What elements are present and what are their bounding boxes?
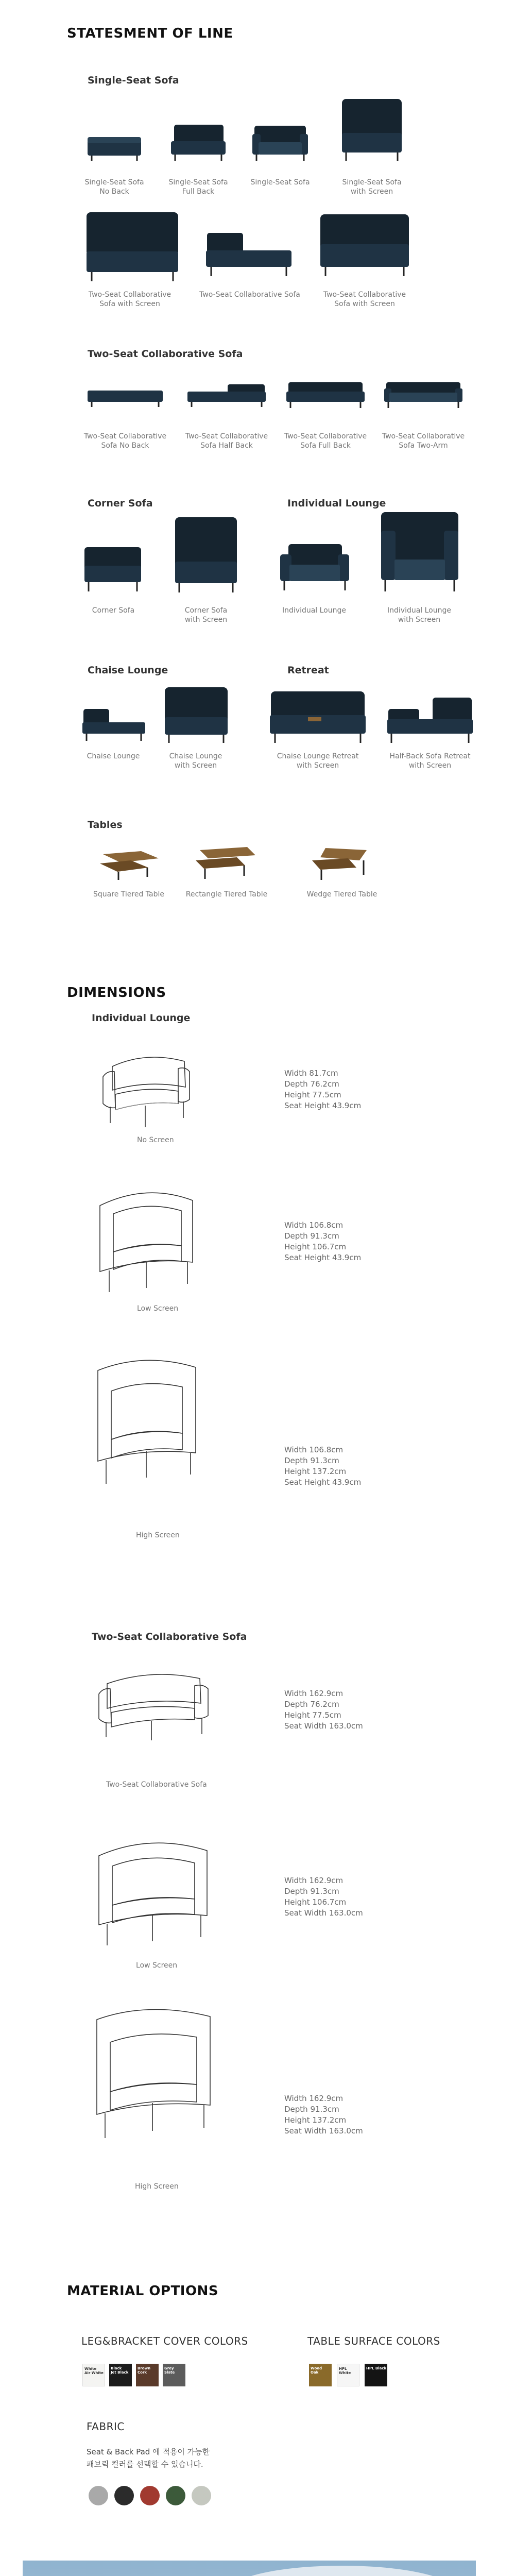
caption-individual-lounge: Individual Lounge [282, 606, 346, 615]
table-color-swatch-1 [337, 2364, 359, 2386]
heading-retreat: Retreat [287, 665, 329, 676]
caption-single-with-screen: Single-Seat Sofa with Screen [342, 178, 402, 196]
caption-dim-lounge-low-screen: Low Screen [137, 1304, 179, 1313]
caption-dim-sofa-high-screen: High Screen [135, 2182, 179, 2191]
product-single-with-screen [340, 97, 404, 162]
section-title-line: STATESMENT OF LINE [67, 26, 233, 41]
drawing-sofa-low-screen [94, 1835, 212, 1951]
caption-two-seat-with-screen-b: Two-Seat Collaborative Sofa with Screen [323, 291, 406, 308]
specs-lounge-high-screen: Width 106.8cm Depth 91.3cm Height 137.2cm Seat Height 43.9cm [284, 1445, 362, 1487]
leg-color-swatch-label: Brown Cork [138, 2366, 151, 2375]
caption-dim-sofa-no-screen: Two-Seat Collaborative Sofa [106, 1781, 207, 1789]
product-single-sofa [251, 124, 309, 162]
caption-half-back-retreat: Half-Back Sofa Retreat with Screen [389, 752, 471, 770]
product-wedge-tiered-table [310, 845, 374, 882]
lifestyle-photo [23, 2561, 476, 2576]
table-color-swatch-label: HPL Black [366, 2366, 387, 2370]
product-chaise-lounge-retreat [269, 689, 367, 745]
heading-two-seat: Two-Seat Collaborative Sofa [88, 348, 243, 360]
caption-wedge-tiered-table: Wedge Tiered Table [306, 890, 377, 899]
product-single-full-back [170, 123, 227, 162]
product-two-seat-with-screen-a [84, 210, 180, 282]
product-individual-lounge [278, 542, 351, 591]
leg-color-swatch-1 [109, 2364, 132, 2386]
product-two-seat-with-screen-b [318, 212, 411, 278]
specs-sofa-high-screen: Width 162.9cm Depth 91.3cm Height 137.2cm Seat Width 163.0cm [284, 2094, 363, 2136]
drawing-lounge-high-screen [93, 1355, 201, 1489]
drawing-lounge-no-screen [97, 1046, 195, 1131]
table-color-swatch-2 [365, 2364, 387, 2386]
fabric-color-dot-0 [89, 2486, 108, 2505]
product-two-seat-two-arm [383, 380, 464, 409]
specs-lounge-low-screen: Width 106.8cm Depth 91.3cm Height 106.7cm Seat Height 43.9cm [284, 1221, 362, 1262]
product-chaise-lounge-with-screen [163, 685, 230, 744]
product-chaise-lounge [81, 707, 146, 743]
leg-color-swatch-0 [82, 2364, 105, 2386]
caption-rectangle-tiered-table: Rectangle Tiered Table [185, 890, 268, 899]
product-corner-sofa [82, 545, 143, 592]
fabric-color-dot-2 [140, 2486, 160, 2505]
product-square-tiered-table [98, 849, 162, 881]
drawing-sofa-high-screen [92, 2004, 215, 2143]
caption-corner-with-screen: Corner Sofa with Screen [184, 606, 228, 624]
section-title-dimensions: DIMENSIONS [67, 985, 166, 1001]
heading-single-seat: Single-Seat Sofa [88, 75, 179, 86]
product-two-seat-full-back [285, 380, 366, 409]
caption-two-seat-half-back: Two-Seat Collaborative Sofa Half Back [185, 432, 268, 450]
product-rectangle-tiered-table [194, 845, 258, 882]
caption-chaise-lounge-retreat: Chaise Lounge Retreat with Screen [277, 752, 359, 770]
caption-single-full-back: Single-Seat Sofa Full Back [168, 178, 228, 196]
caption-dim-sofa-low-screen: Low Screen [136, 1961, 178, 1970]
heading-leg-colors: LEG&BRACKET COVER COLORS [81, 2335, 248, 2347]
fabric-description: Seat & Back Pad 에 적용이 가능한 패브릭 컬러를 선택할 수 있습니다. [87, 2447, 210, 2469]
caption-chaise-lounge: Chaise Lounge [87, 752, 140, 760]
caption-two-seat-full-back: Two-Seat Collaborative Sofa Full Back [284, 432, 367, 450]
specs-sofa-low-screen: Width 162.9cm Depth 91.3cm Height 106.7cm Seat Width 163.0cm [284, 1876, 363, 1918]
caption-individual-lounge-with-screen: Individual Lounge with Screen [387, 606, 451, 624]
leg-color-swatch-label: White Air White [84, 2367, 104, 2375]
caption-corner-sofa: Corner Sofa [92, 606, 135, 615]
product-two-seat-sofa [205, 231, 293, 278]
table-color-swatch-0 [309, 2364, 332, 2386]
table-color-swatch-label: HPL White [339, 2367, 351, 2375]
fabric-color-dot-4 [192, 2486, 211, 2505]
heading-chaise: Chaise Lounge [88, 665, 168, 676]
caption-dim-lounge-high-screen: High Screen [136, 1531, 180, 1539]
fabric-color-dot-3 [166, 2486, 185, 2505]
leg-color-swatch-label: Black Jet Black [111, 2366, 129, 2375]
leg-color-swatch-2 [136, 2364, 159, 2386]
table-color-swatch-label: Wood Oak [311, 2366, 322, 2375]
heading-lounge: Individual Lounge [287, 498, 386, 509]
caption-single-no-back: Single-Seat Sofa No Back [84, 178, 144, 196]
specs-sofa-no-screen: Width 162.9cm Depth 76.2cm Height 77.5cm Seat Width 163.0cm [284, 1689, 363, 1731]
heading-dim-sofa: Two-Seat Collaborative Sofa [92, 1631, 247, 1642]
product-two-seat-half-back [186, 382, 267, 408]
caption-dim-lounge-no-screen: No Screen [137, 1136, 174, 1144]
drawing-sofa-no-screen [95, 1665, 213, 1742]
caption-two-seat-no-back: Two-Seat Collaborative Sofa No Back [83, 432, 167, 450]
leg-color-swatch-3 [163, 2364, 185, 2386]
product-individual-lounge-with-screen [379, 510, 460, 592]
heading-dim-lounge: Individual Lounge [92, 1012, 191, 1024]
product-two-seat-no-back [87, 387, 164, 408]
fabric-color-dot-1 [114, 2486, 134, 2505]
leg-color-swatch-label: Grey Slate [164, 2366, 175, 2375]
product-half-back-retreat [386, 696, 474, 745]
section-title-materials: MATERIAL OPTIONS [67, 2283, 219, 2299]
heading-tables: Tables [88, 819, 123, 831]
heading-fabric: FABRIC [87, 2420, 125, 2433]
caption-two-seat-with-screen-a: Two-Seat Collaborative Sofa with Screen [88, 291, 171, 308]
heading-table-colors: TABLE SURFACE COLORS [307, 2335, 440, 2347]
caption-chaise-lounge-with-screen: Chaise Lounge with Screen [169, 752, 222, 770]
product-single-no-back [87, 135, 142, 162]
caption-single-sofa: Single-Seat Sofa [250, 178, 310, 187]
drawing-lounge-low-screen [95, 1185, 198, 1298]
heading-corner: Corner Sofa [88, 498, 153, 509]
product-corner-with-screen [173, 515, 239, 594]
caption-two-seat-two-arm: Two-Seat Collaborative Sofa Two-Arm [382, 432, 465, 450]
caption-two-seat-sofa: Two-Seat Collaborative Sofa [199, 291, 300, 299]
caption-square-tiered-table: Square Tiered Table [93, 890, 164, 899]
specs-lounge-no-screen: Width 81.7cm Depth 76.2cm Height 77.5cm Seat Height 43.9cm [284, 1069, 362, 1110]
